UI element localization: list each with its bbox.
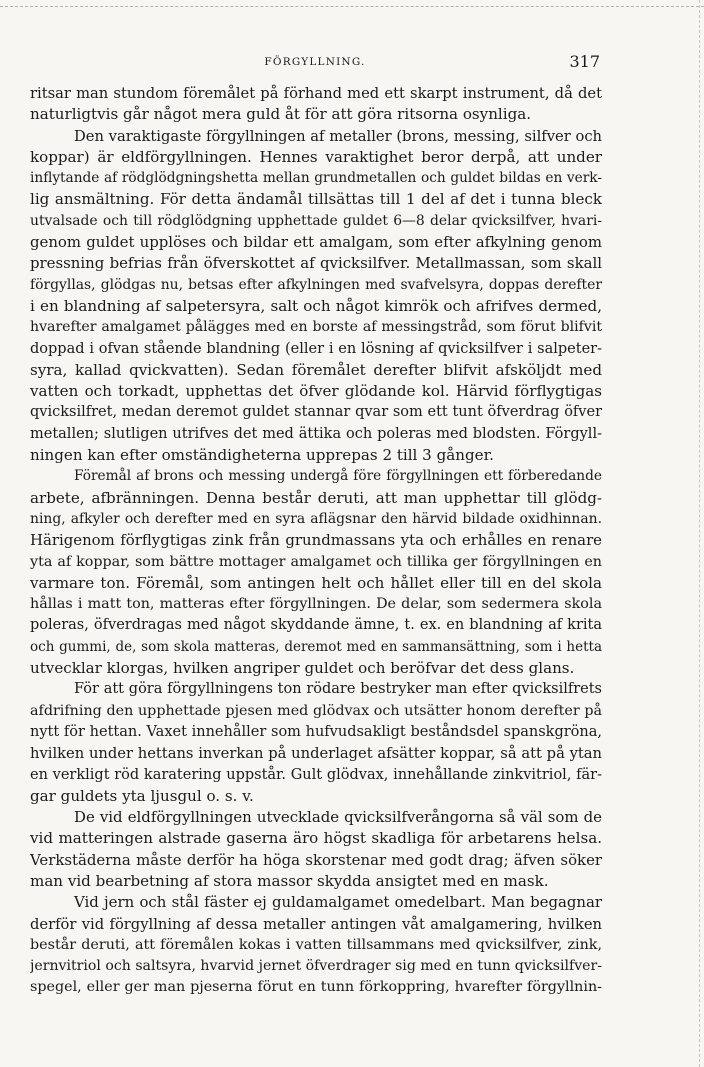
text-line: en verkligt röd karatering uppstår. Gult glödvax, innehållande zinkvitriol, fär- bbox=[30, 766, 602, 783]
text-line: nytt för hettan. Vaxet innehåller som hufvudsakligt beståndsdel spanskgröna, bbox=[30, 723, 602, 740]
text-line: koppar) är eldförgyllningen. Hennes varaktighet beror derpå, att under bbox=[30, 147, 602, 166]
text-line: pressning befrias från öfverskottet af qvicksilfver. Metallmassan, som skall bbox=[30, 254, 602, 273]
text-line: varmare ton. Föremål, som antingen helt och hållet eller till en del skola bbox=[30, 573, 602, 592]
text-line: förgyllas, glödgas nu, betsas efter afkylningen med svafvelsyra, doppas derefter bbox=[30, 276, 602, 293]
text-line: qvicksilfret, medan deremot guldet stannar qvar som ett tunt öfverdrag öfver bbox=[30, 404, 602, 421]
text-line: metallen; slutligen utrifves det med ättika och poleras med blodsten. Förgyll- bbox=[30, 425, 602, 442]
text-line: hvarefter amalgamet pålägges med en borste af messingstråd, som förut blifvit bbox=[30, 319, 602, 336]
text-line: lig ansmältning. För detta ändamål tillsättas till 1 del af det i tunna bleck bbox=[30, 190, 602, 209]
text-line: vid matteringen alstrade gaserna äro högst skadliga för arbetarens helsa. bbox=[30, 829, 602, 848]
text-line: afdrifning den upphettade pjesen med glödvax och utsätter honom derefter på bbox=[30, 702, 602, 719]
text-line: De vid eldförgyllningen utvecklade qvicksilfverångorna så väl som de bbox=[74, 808, 602, 827]
text-line: hvilken under hettans inverkan på underlaget afsätter koppar, så att på ytan bbox=[30, 745, 602, 763]
running-title: FÖRGYLLNING. bbox=[264, 56, 366, 68]
text-line: doppad i ofvan stående blandning (eller i en lösning af qvicksilfver i salpeter- bbox=[30, 340, 602, 357]
text-line: Den varaktigaste förgyllningen af metaller (brons, messing, silfver och bbox=[74, 127, 602, 145]
text-line: ritsar man stundom föremålet på förhand med ett skarpt instrument, då det bbox=[30, 85, 602, 102]
text-line: För att göra förgyllningens ton rödare bestryker man efter qvicksilfrets bbox=[74, 681, 602, 698]
text-line: naturligtvis går något mera guld åt för att göra ritsorna osynliga. bbox=[30, 105, 532, 124]
text-line: man vid bearbetning af stora massor skydda ansigtet med en mask. bbox=[30, 871, 549, 890]
text-line: Härigenom förflygtigas zink från grundmassans yta och erhålles en renare bbox=[30, 531, 602, 550]
text-line: poleras, öfverdragas med något skyddande ämne, t. ex. en blandning af krita bbox=[30, 617, 602, 634]
text-line: spegel, eller ger man pjeserna förut en tunn förkoppring, hvarefter förgyllnin- bbox=[30, 979, 602, 996]
text-line: jernvitriol och saltsyra, hvarvid jernet öfverdrager sig med en tunn qvicksilfver- bbox=[30, 958, 602, 975]
text-line: Föremål af brons och messing undergå före förgyllningen ett förberedande bbox=[74, 468, 602, 485]
text-line: utvalsade och till rödglödgning upphettade guldet 6—8 delar qvicksilfver, hvari- bbox=[30, 212, 602, 229]
page-number: 317 bbox=[569, 52, 600, 71]
text-line: hållas i matt ton, matteras efter förgyllningen. De delar, som sedermera skola bbox=[30, 596, 602, 613]
body-text bbox=[30, 83, 602, 999]
text-line: består deruti, att föremålen kokas i vatten tillsammans med qvicksilfver, zink, bbox=[30, 936, 602, 953]
text-line: Vid jern och stål fäster ej guldamalgamet omedelbart. Man begagnar bbox=[74, 893, 602, 912]
text-line: ningen kan efter omständigheterna upprepas 2 till 3 gånger. bbox=[30, 446, 494, 465]
text-line: inflytande af rödglödgningshetta mellan grundmetallen och guldet bildas en verk- bbox=[30, 170, 602, 187]
text-line: yta af koppar, som bättre mottager amalgamet och tillika ger förgyllningen en bbox=[30, 553, 602, 570]
right-border-rule bbox=[699, 0, 700, 1067]
text-line: utvecklar klorgas, hvilken angriper guldet och beröfvar det dess glans. bbox=[30, 659, 575, 678]
text-line: i en blandning af salpetersyra, salt och något kimrök och afrifves dermed, bbox=[30, 296, 602, 315]
text-line: och gummi, de, som skola matteras, deremot med en sammansättning, som i hetta bbox=[30, 638, 602, 655]
text-line: genom guldet upplöses och bildar ett amalgam, som efter afkylning genom bbox=[30, 233, 602, 252]
text-line: ning, afkyler och derefter med en syra aflägsnar den härvid bildade oxidhinnan. bbox=[30, 510, 602, 527]
top-border-rule bbox=[0, 6, 704, 7]
text-line: derför vid förgyllning af dessa metaller antingen våt amalgamering, hvilken bbox=[30, 915, 602, 933]
text-line: syra, kallad qvickvatten). Sedan föremålet derefter blifvit afsköljdt med bbox=[30, 360, 602, 379]
text-line: arbete, afbränningen. Denna består deruti, att man upphettar till glödg- bbox=[30, 488, 602, 507]
text-line: gar guldets yta ljusgul o. s. v. bbox=[30, 786, 254, 805]
text-line: Verkstäderna måste derför ha höga skorstenar med godt drag; äfven söker bbox=[30, 850, 602, 869]
page-header bbox=[30, 52, 600, 74]
text-line: vatten och torkadt, upphettas det öfver glödande kol. Härvid förflygtigas bbox=[30, 382, 602, 401]
